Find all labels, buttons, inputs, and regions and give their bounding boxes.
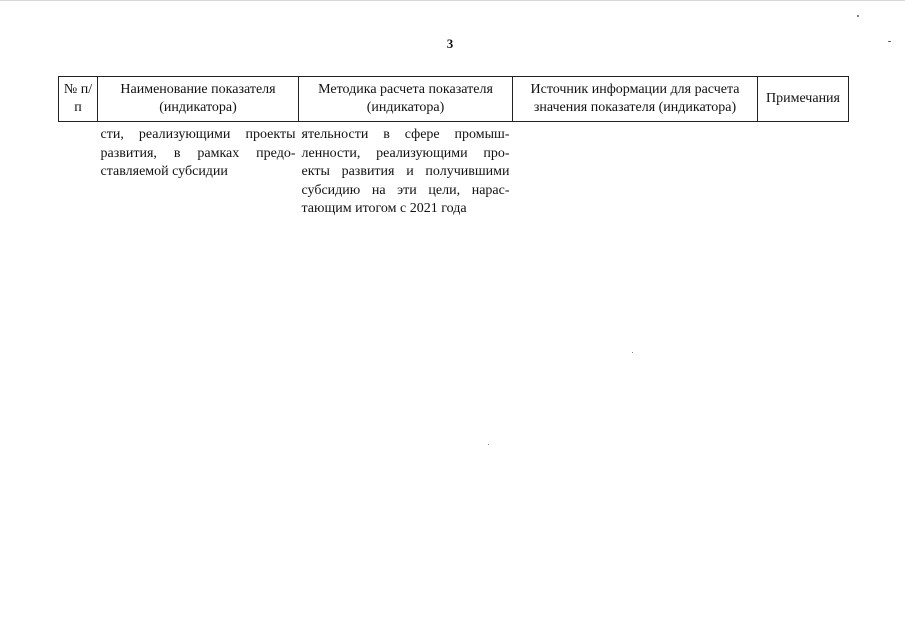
table-header-row xyxy=(59,77,849,122)
cell-number xyxy=(59,122,98,219)
cell-calculation-method xyxy=(299,122,513,219)
indicator-name-line: сти, реализующими проекты xyxy=(100,127,296,142)
method-line: екты развития и получившими xyxy=(301,164,510,179)
table-row xyxy=(59,122,849,219)
header-information-source: Источник информации для расчета значения показателя (индикатора) xyxy=(513,77,758,122)
indicator-name-line: ставляемой субсидии xyxy=(100,164,228,179)
scan-speck xyxy=(888,41,891,42)
method-line: ленности, реализующими про- xyxy=(301,145,510,161)
scan-speck xyxy=(857,15,859,17)
cell-indicator-name xyxy=(98,122,299,219)
method-line: тающим итогом с 2021 года xyxy=(301,201,467,216)
header-notes: Примечания xyxy=(758,77,849,122)
method-line: ятельности в сфере промыш- xyxy=(301,127,510,142)
header-calculation-method: Методика расчета показателя (индикатора) xyxy=(299,77,513,122)
header-number: № п/п xyxy=(59,77,98,122)
scan-speck xyxy=(632,352,633,353)
indicators-table xyxy=(58,76,849,219)
header-indicator-name: Наименование показателя (индикатора) xyxy=(98,77,299,122)
cell-notes xyxy=(758,122,849,219)
method-line: субсидию на эти цели, нарас- xyxy=(301,182,510,198)
scan-top-edge xyxy=(0,0,905,1)
indicator-name-line: развития, в рамках предо- xyxy=(100,145,296,161)
cell-information-source xyxy=(513,122,758,219)
page-number: 3 xyxy=(446,36,454,51)
scan-speck xyxy=(488,444,489,445)
